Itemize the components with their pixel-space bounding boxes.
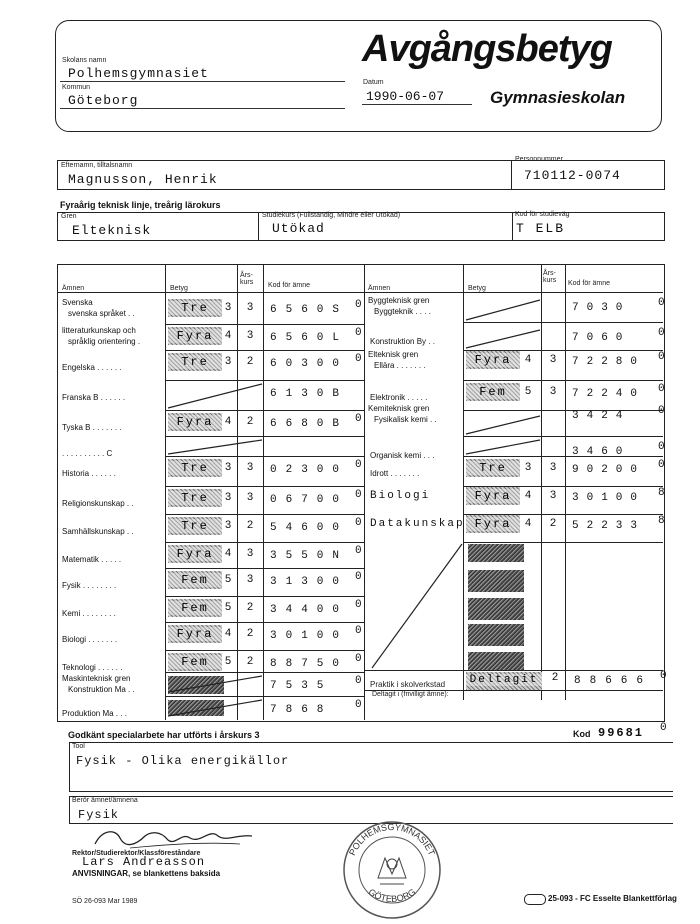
signer-name: Lars Andreasson (82, 855, 206, 869)
left-row-rule (165, 410, 364, 411)
right-subject-code: 72240 (572, 388, 646, 400)
right-code-end: 0 (658, 351, 665, 363)
left-row-rule (165, 568, 364, 569)
left-year: 3 (246, 330, 254, 342)
right-code-col-rule (565, 264, 566, 700)
right-grade-cell (466, 383, 520, 401)
right-subject-code: 30100 (572, 492, 646, 504)
right-subject-code: 72280 (572, 356, 646, 368)
left-grade-number: 4 (224, 628, 232, 640)
right-subject-name: Byggteknik . . . . (374, 307, 431, 316)
left-subject-code: 7868 (270, 704, 333, 716)
left-subject-name: svenska språket . . (68, 309, 135, 318)
left-subject-name: Konstruktion Ma . . (68, 685, 135, 694)
table-header-rule (57, 292, 663, 293)
left-row-rule (165, 622, 364, 623)
left-subject-group: Svenska (62, 298, 93, 307)
praktik-label: Praktik i skolverkstad (370, 680, 446, 689)
right-col-grade-header: Betyg (468, 285, 486, 292)
right-code-end: 0 (658, 441, 665, 453)
studycourse-value: Utökad (272, 221, 325, 236)
left-subject-name: språklig orientering . (68, 337, 141, 346)
date-label: Datum (363, 79, 384, 86)
left-grade-text: Fem (168, 655, 222, 669)
left-col-subject-header: Ämnen (62, 285, 85, 292)
left-code-end: 0 (355, 517, 362, 529)
left-subject-code: 06700 (270, 494, 349, 506)
studyway-value: T ELB (516, 221, 566, 236)
left-row-rule (165, 436, 364, 437)
left-grade-number: 3 (224, 462, 232, 474)
right-grade-number: 4 (524, 354, 532, 366)
right-code-end: 0 (658, 297, 665, 309)
right-grade-text: Tre (466, 461, 520, 475)
left-subject-code: 60300 (270, 358, 349, 370)
left-grade-cell (168, 439, 222, 457)
branch-label: Gren (61, 213, 77, 220)
special-subject-value: Fysik (78, 808, 120, 822)
left-code-end: 0 (355, 413, 362, 425)
right-code-end: 8 (658, 487, 665, 499)
left-code-end: 0 (355, 459, 362, 471)
left-subject-code: 6560L (270, 332, 349, 344)
left-row-rule (165, 650, 364, 651)
student-name-label: Efternamn, tilltalsnamn (61, 162, 133, 169)
left-subject-name: Franska B . . . . . . (62, 393, 126, 402)
left-year: 3 (246, 492, 254, 504)
left-subject-name: Produktion Ma . . . (62, 709, 127, 718)
right-subject-name: Datakunskap (370, 518, 465, 530)
left-grade-number: 4 (224, 416, 232, 428)
form-subtitle: Gymnasieskolan (490, 88, 626, 107)
left-subject-name: Historia . . . . . . (62, 469, 116, 478)
municipality-line (60, 108, 345, 109)
right-subject-code: 3460 (572, 446, 631, 458)
left-grade-col-rule (165, 264, 166, 720)
praktik-year: 2 (551, 672, 559, 684)
date-value: 1990-06-07 (366, 89, 445, 104)
left-subject-code: 3550N (270, 550, 349, 562)
left-subject-code: 31300 (270, 576, 349, 588)
left-year: 3 (246, 548, 254, 560)
left-row-rule (165, 350, 364, 351)
left-row-rule (165, 672, 364, 673)
special-code-end: 0 (660, 722, 667, 734)
right-row-rule (463, 380, 663, 381)
special-topic-value: Fysik - Olika energikällor (76, 754, 290, 768)
grade-fill-block (468, 544, 524, 562)
left-col-year-header: Års-kurs (240, 272, 254, 286)
grade-fill-block (468, 624, 524, 646)
left-grade-cell (168, 327, 222, 345)
right-grade-text: Fyra (466, 353, 520, 367)
right-grade-cell (466, 297, 520, 315)
municipality-value: Göteborg (68, 93, 139, 108)
left-year: 3 (246, 302, 254, 314)
praktik-top-rule (364, 670, 663, 671)
left-grade-text: Fyra (168, 329, 222, 343)
left-subject-code: 6130B (270, 388, 349, 400)
right-col-subject-header: Ämnen (368, 285, 391, 292)
left-grade-number: 5 (224, 574, 232, 586)
left-subject-name: Engelska . . . . . . (62, 363, 122, 372)
deltagit-label: Deltagit i (frivilligt ämne): (372, 691, 449, 698)
left-grade-number: 3 (224, 492, 232, 504)
left-grade-number: 4 (224, 330, 232, 342)
student-name-value: Magnusson, Henrik (68, 172, 218, 187)
form-code: SÖ 26-093 Mar 1989 (72, 898, 138, 905)
right-grade-cell (466, 327, 520, 345)
left-subject-code: 34400 (270, 604, 349, 616)
right-grade-text: Fem (466, 385, 520, 399)
special-subject-label: Berör ämnet/ämnena (72, 797, 138, 804)
right-code-end: 0 (658, 459, 665, 471)
right-year-col-rule (541, 264, 542, 700)
right-subject-name: Konstruktion By . . (370, 337, 435, 346)
left-grade-number: 5 (224, 656, 232, 668)
left-code-end: 0 (355, 699, 362, 711)
praktik-code-end: 0 (660, 670, 667, 682)
left-grade-cell (168, 653, 222, 671)
left-code-end: 0 (355, 625, 362, 637)
left-grade-number: 4 (224, 548, 232, 560)
left-subject-group: litteraturkunskap och (62, 326, 136, 335)
right-subject-code: 3424 (572, 410, 631, 422)
right-subject-code: 7060 (572, 332, 631, 344)
left-row-rule (165, 542, 364, 543)
school-name-value: Polhemsgymnasiet (68, 66, 209, 81)
left-subject-code: 30100 (270, 630, 349, 642)
praktik-grade: Deltagit (466, 674, 542, 686)
right-subject-code: 52233 (572, 520, 646, 532)
left-subject-code: 54600 (270, 522, 349, 534)
left-code-col-rule (263, 264, 264, 720)
grade-fill-block (468, 598, 524, 620)
left-grade-cell (168, 545, 222, 563)
left-grade-text: Fyra (168, 627, 222, 641)
right-grade-cell (466, 405, 520, 423)
left-grade-cell (168, 353, 222, 371)
special-code-label: Kod (573, 729, 591, 739)
municipality-label: Kommun (62, 84, 91, 91)
right-subject-group: Byggteknisk gren (368, 296, 430, 305)
signature (90, 822, 260, 852)
left-grade-cell (168, 625, 222, 643)
right-code-end: 0 (658, 405, 665, 417)
left-subject-name: Matematik . . . . . (62, 555, 122, 564)
left-row-rule (165, 514, 364, 515)
left-code-end: 0 (355, 353, 362, 365)
left-year: 2 (246, 356, 254, 368)
right-subject-group: Elteknisk gren (368, 350, 419, 359)
left-row-rule (165, 380, 364, 381)
right-subject-group: Kemiteknisk gren (368, 404, 430, 413)
left-subject-name: Biologi . . . . . . . (62, 635, 118, 644)
left-subject-name: Tyska B . . . . . . . (62, 423, 122, 432)
left-grade-text: Tre (168, 301, 222, 315)
right-grade-number: 4 (524, 518, 532, 530)
left-grade-text: Tre (168, 355, 222, 369)
publisher: 25-093 - FC Esselte Blankettförlag (548, 894, 677, 903)
right-code-end: 0 (658, 383, 665, 395)
left-year: 2 (246, 628, 254, 640)
stamp-top-text: POLHEMSGYMNASIET (347, 821, 437, 857)
left-year: 2 (246, 602, 254, 614)
left-grade-cell (168, 489, 222, 507)
left-grade-cell (168, 571, 222, 589)
right-grade-cell (466, 487, 520, 505)
left-code-end: 0 (355, 653, 362, 665)
right-subject-name: Ellära . . . . . . . (374, 361, 426, 370)
left-row-rule (165, 324, 364, 325)
left-grade-text: Fem (168, 573, 222, 587)
right-code-end: 0 (658, 327, 665, 339)
right-year: 3 (549, 354, 557, 366)
stamp-bottom-text: GÖTEBORG (366, 886, 418, 904)
left-code-end: 0 (355, 299, 362, 311)
studycourse-label: Studiekurs (Fullständig, Mindre eller Utökad) (262, 212, 401, 219)
left-subject-name: Teknologi . . . . . . (62, 663, 123, 672)
left-grade-cell (168, 699, 222, 717)
left-subject-name: Kemi . . . . . . . . (62, 609, 116, 618)
left-subject-code: 7535 (270, 680, 333, 692)
left-grade-text: Fyra (168, 547, 222, 561)
branch-value: Elteknisk (72, 223, 152, 238)
right-row-rule (463, 322, 663, 323)
left-grade-cell (168, 675, 222, 693)
left-subject-code: 88750 (270, 658, 349, 670)
right-grade-cell (466, 515, 520, 533)
right-col-code-header: Kod för ämne (568, 280, 611, 287)
right-year: 3 (549, 386, 557, 398)
left-code-end: 0 (355, 545, 362, 557)
left-grade-text: Tre (168, 491, 222, 505)
left-row-rule (165, 696, 364, 697)
school-name-line (60, 81, 345, 82)
right-grade-cell (466, 459, 520, 477)
right-row-rule (463, 436, 663, 437)
left-col-grade-header: Betyg (170, 285, 188, 292)
right-subject-name: Fysikalisk kemi . . (374, 415, 437, 424)
left-year: 2 (246, 520, 254, 532)
right-subject-name: Elektronik . . . . . (370, 393, 428, 402)
left-year: 3 (246, 462, 254, 474)
left-code-end: 0 (355, 327, 362, 339)
form-title: Avgångsbetyg (362, 28, 612, 70)
right-grade-cell (466, 441, 520, 459)
right-grade-text: Fyra (466, 517, 520, 531)
date-line (362, 104, 472, 105)
left-subject-group: Maskinteknisk gren (62, 674, 131, 683)
left-code-end: 0 (355, 675, 362, 687)
left-code-end: 0 (355, 571, 362, 583)
right-grade-text: Fyra (466, 489, 520, 503)
school-stamp (340, 818, 444, 922)
left-subject-name: Religionskunskap . . (62, 499, 134, 508)
right-row-rule (463, 542, 663, 543)
left-grade-text: Fem (168, 601, 222, 615)
left-subject-name: . . . . . . . . . . C (62, 449, 113, 458)
left-grade-cell (168, 413, 222, 431)
left-grade-text: Tre (168, 461, 222, 475)
left-subject-name: Samhällskunskap . . (62, 527, 134, 536)
left-subject-name: Fysik . . . . . . . . (62, 581, 117, 590)
left-grade-number: 5 (224, 602, 232, 614)
right-subject-name: Organisk kemi . . . (370, 451, 435, 460)
right-year: 3 (549, 462, 557, 474)
left-code-end: 0 (355, 489, 362, 501)
right-subject-name: Biologi (370, 490, 431, 502)
grade-fill-block (468, 652, 524, 670)
grade-fill-block (468, 570, 524, 592)
line-title: Fyraårig teknisk linje, treårig lärokurs (60, 200, 221, 210)
center-divider-rule (364, 264, 365, 720)
left-grade-number: 3 (224, 520, 232, 532)
left-col-code-header: Kod för ämne (268, 282, 311, 289)
left-year: 2 (246, 656, 254, 668)
right-grade-number: 5 (524, 386, 532, 398)
school-name-label: Skolans namn (62, 57, 107, 64)
pnr-value: 710112-0074 (524, 168, 621, 183)
signer-role-label: Rektor/Studierektor/Klassföreståndare (72, 850, 201, 857)
right-col-year-header: Års-kurs (543, 270, 557, 284)
left-subject-code: 6560S (270, 304, 349, 316)
praktik-code: 88666 (574, 675, 653, 687)
left-grade-text: Tre (168, 519, 222, 533)
right-grade-number: 3 (524, 462, 532, 474)
studyway-label: Kod för studieväg (515, 211, 570, 218)
left-subject-code: 02300 (270, 464, 349, 476)
special-code-value: 99681 (598, 726, 645, 740)
left-year: 2 (246, 416, 254, 428)
left-year: 3 (246, 574, 254, 586)
right-subject-code: 7030 (572, 302, 631, 314)
left-grade-cell (168, 299, 222, 317)
praktik-grade-cell (466, 672, 542, 690)
left-grade-number: 3 (224, 302, 232, 314)
right-grade-col-rule (463, 264, 464, 700)
right-grade-cell (466, 351, 520, 369)
left-grade-text: Fyra (168, 415, 222, 429)
right-code-end: 8 (658, 515, 665, 527)
right-subject-code: 90200 (572, 464, 646, 476)
right-year: 2 (549, 518, 557, 530)
left-row-rule (165, 486, 364, 487)
left-grade-number: 3 (224, 356, 232, 368)
left-subject-code: 6680B (270, 418, 349, 430)
instructions: ANVISNINGAR, se blankettens baksida (72, 869, 221, 878)
right-subject-name: Idrott . . . . . . . (370, 469, 420, 478)
right-year: 3 (549, 490, 557, 502)
publisher-logo-icon (524, 894, 546, 905)
left-grade-cell (168, 459, 222, 477)
right-grade-number: 4 (524, 490, 532, 502)
left-code-end: 0 (355, 599, 362, 611)
left-grade-cell (168, 517, 222, 535)
left-grade-cell (168, 599, 222, 617)
special-topic-label: Tool (72, 743, 85, 750)
pnr-label: Personnummer (515, 156, 563, 163)
left-grade-cell (168, 383, 222, 401)
special-title: Godkänt specialarbete har utförts i årskurs 3 (68, 730, 260, 740)
left-row-rule (165, 596, 364, 597)
